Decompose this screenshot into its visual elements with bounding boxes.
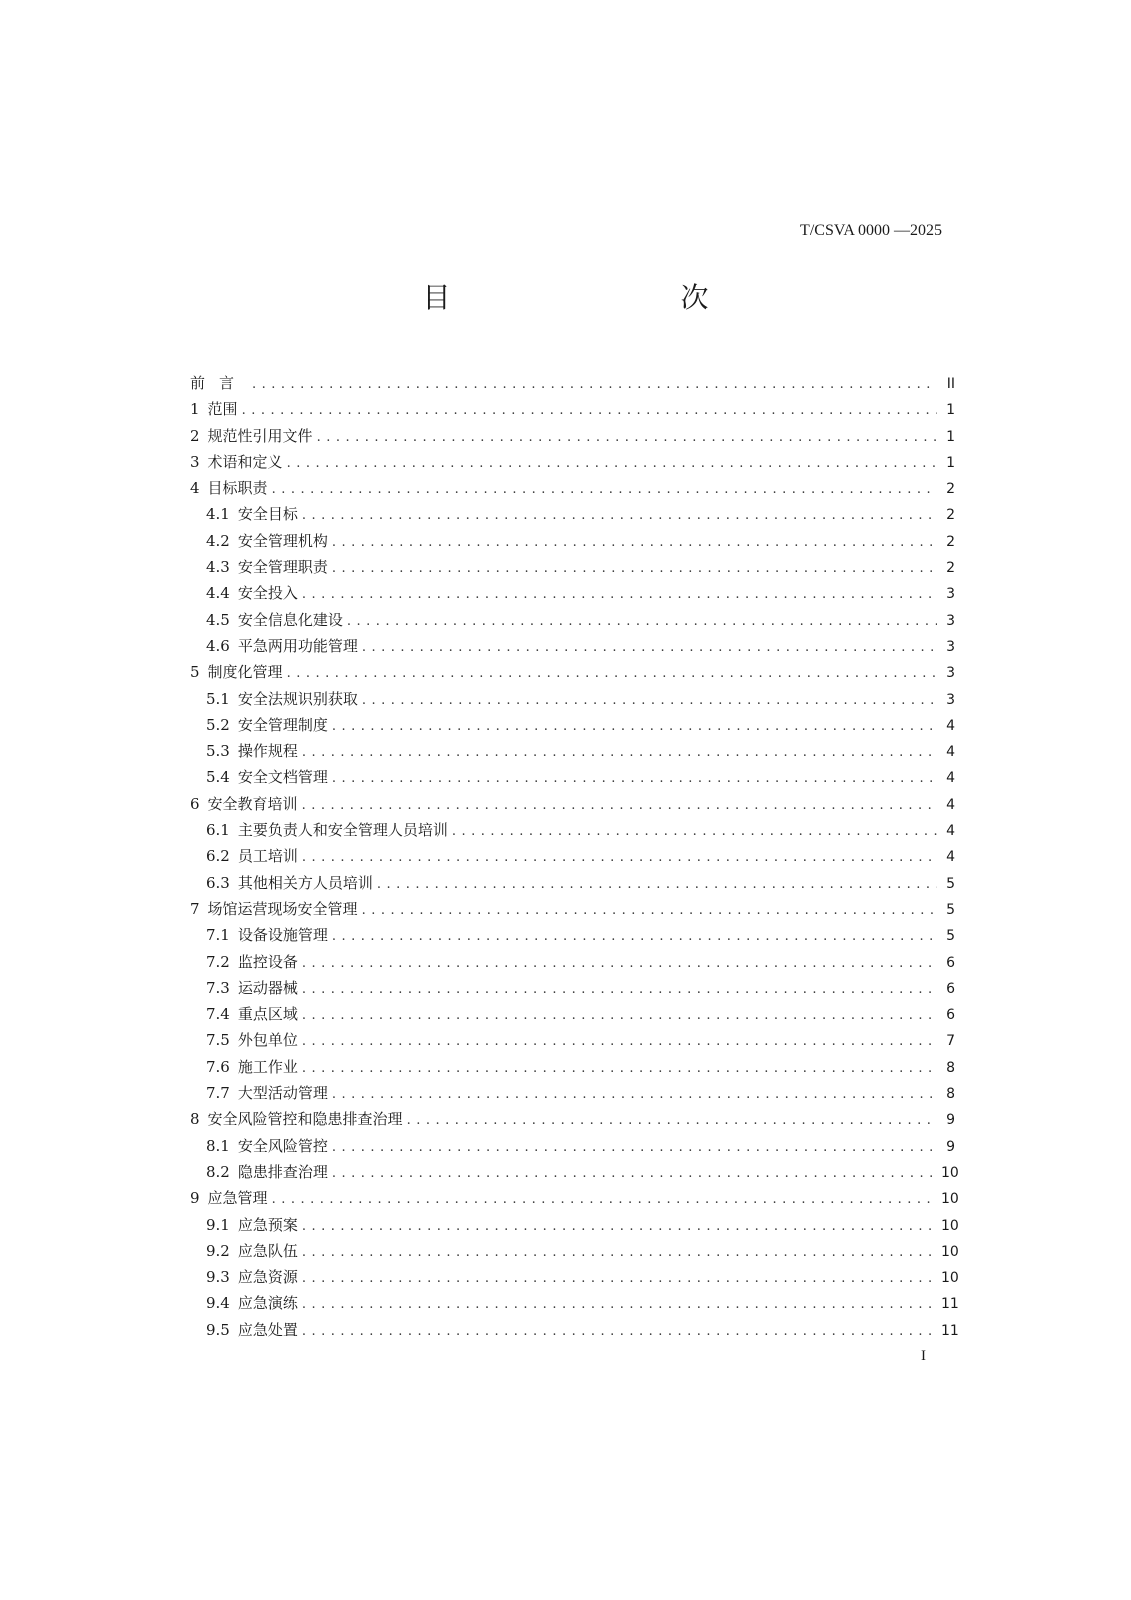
toc-entry-number: 6.3 xyxy=(206,873,230,892)
toc-entry-title: 制度化管理 xyxy=(207,663,283,682)
toc-entry-title: 运动器械 xyxy=(237,978,298,997)
toc-entry-title: 安全法规识别获取 xyxy=(237,689,358,708)
toc-entry-page: 11 xyxy=(941,1322,959,1339)
dot-leader xyxy=(242,398,937,424)
toc-entry-number: 7.2 xyxy=(206,952,230,971)
toc-entry-number: 5 xyxy=(190,663,200,682)
toc-entry-number: 2 xyxy=(190,426,200,445)
toc-entry-number: 5.1 xyxy=(206,689,230,708)
toc-entry-number: 9.5 xyxy=(206,1320,230,1339)
toc-entry-title: 规范性引用文件 xyxy=(207,426,313,445)
dot-leader xyxy=(332,1135,937,1161)
toc-entry-number: 9.1 xyxy=(206,1215,230,1234)
toc-entry-title: 安全管理职责 xyxy=(237,558,328,577)
toc-entry-title: 平急两用功能管理 xyxy=(237,636,358,655)
toc-entry-title: 隐患排查治理 xyxy=(237,1162,328,1181)
toc-entry[interactable] xyxy=(190,949,955,975)
toc-entry-number: 7 xyxy=(190,899,200,918)
toc-entry-page: 6 xyxy=(946,954,955,971)
dot-leader xyxy=(332,714,937,740)
toc-entry-page: 7 xyxy=(946,1033,955,1050)
toc-entry-number: 5.3 xyxy=(206,742,230,761)
toc-entry[interactable] xyxy=(190,843,955,869)
toc-entry-title: 大型活动管理 xyxy=(237,1084,328,1103)
toc-entry-page: 2 xyxy=(946,560,955,577)
toc-entry-number: 7.1 xyxy=(206,926,230,945)
dot-leader xyxy=(302,1266,937,1292)
toc-entry-number: 7.7 xyxy=(206,1084,230,1103)
toc-entry-title: 主要负责人和安全管理人员培训 xyxy=(237,821,448,840)
toc-entry-title: 安全管理制度 xyxy=(237,715,328,734)
toc-entry-page: II xyxy=(946,376,955,392)
toc-entry-number: 4.4 xyxy=(206,584,230,603)
toc-entry-title: 应急预案 xyxy=(237,1215,298,1234)
toc-entry-page: 8 xyxy=(946,1059,955,1076)
dot-leader xyxy=(302,951,937,977)
toc-entry-page: 1 xyxy=(946,454,955,471)
toc-entry-page: 4 xyxy=(946,823,955,840)
toc-entry-title: 设备设施管理 xyxy=(237,926,328,945)
toc-entry[interactable] xyxy=(190,738,955,764)
toc-entry-page: 3 xyxy=(946,612,955,629)
toc-entry[interactable] xyxy=(190,686,955,712)
toc-entry-number: 4.6 xyxy=(206,636,230,655)
toc-entry-title: 应急处置 xyxy=(237,1320,298,1339)
toc-entry-number: 8.2 xyxy=(206,1162,230,1181)
toc-entry-page: 2 xyxy=(946,507,955,524)
toc-entry-page: 2 xyxy=(946,481,955,498)
dot-leader xyxy=(332,766,937,792)
toc-entry[interactable] xyxy=(190,607,955,633)
toc-entry-number: 4.5 xyxy=(206,610,230,629)
dot-leader xyxy=(302,1056,937,1082)
toc-entry-page: 9 xyxy=(946,1138,955,1155)
toc-entry[interactable] xyxy=(190,791,955,817)
toc-entry-number: 6.2 xyxy=(206,847,230,866)
toc-entry[interactable] xyxy=(190,370,955,396)
toc-entry-page: 4 xyxy=(946,796,955,813)
toc-entry-page: 5 xyxy=(946,875,955,892)
toc-entry-title: 安全风险管控 xyxy=(237,1136,328,1155)
toc-entry[interactable] xyxy=(190,1264,959,1290)
dot-leader xyxy=(272,477,937,503)
toc-entry-number: 4.1 xyxy=(206,505,230,524)
toc-entry-page: 5 xyxy=(946,928,955,945)
toc-entry-number: 7.3 xyxy=(206,978,230,997)
toc-entry[interactable] xyxy=(190,423,955,449)
toc-entry[interactable] xyxy=(190,449,955,475)
table-of-contents xyxy=(190,370,959,1343)
toc-entry-title: 安全教育培训 xyxy=(207,794,298,813)
dot-leader xyxy=(362,688,937,714)
toc-entry-page: 3 xyxy=(946,638,955,655)
toc-entry[interactable] xyxy=(190,870,955,896)
dot-leader xyxy=(302,1003,937,1029)
toc-entry-page: 4 xyxy=(946,770,955,787)
toc-entry-title: 监控设备 xyxy=(237,952,298,971)
toc-entry-page: 10 xyxy=(941,1191,959,1208)
toc-entry-title: 外包单位 xyxy=(237,1031,298,1050)
toc-entry[interactable] xyxy=(190,975,955,1001)
toc-entry-number: 8 xyxy=(190,1110,200,1129)
toc-entry[interactable] xyxy=(190,633,955,659)
toc-entry-title: 场馆运营现场安全管理 xyxy=(207,899,358,918)
toc-entry-title: 前言 xyxy=(190,374,249,392)
toc-entry-number: 5.4 xyxy=(206,768,230,787)
toc-entry-title: 应急演练 xyxy=(237,1294,298,1313)
toc-entry-page: 4 xyxy=(946,744,955,761)
toc-entry[interactable] xyxy=(190,1133,955,1159)
toc-entry-number: 7.5 xyxy=(206,1031,230,1050)
page-number: I xyxy=(921,1348,926,1364)
toc-entry-page: 3 xyxy=(946,665,955,682)
dot-leader xyxy=(377,872,937,898)
toc-entry-title: 安全目标 xyxy=(237,505,298,524)
dot-leader xyxy=(332,556,937,582)
dot-leader xyxy=(272,1187,937,1213)
toc-entry-page: 1 xyxy=(946,428,955,445)
toc-entry-page: 10 xyxy=(941,1243,959,1260)
toc-entry-number: 9.4 xyxy=(206,1294,230,1313)
toc-entry-page: 5 xyxy=(946,901,955,918)
toc-entry-page: 2 xyxy=(946,533,955,550)
toc-entry[interactable] xyxy=(190,896,955,922)
toc-entry[interactable] xyxy=(190,1106,955,1132)
toc-entry-page: 3 xyxy=(946,691,955,708)
toc-entry[interactable] xyxy=(190,1027,955,1053)
toc-entry-number: 5.2 xyxy=(206,715,230,734)
toc-title: 目 次 xyxy=(422,281,767,314)
dot-leader xyxy=(317,425,937,451)
toc-entry-number: 4.2 xyxy=(206,531,230,550)
toc-entry-title: 安全管理机构 xyxy=(237,531,328,550)
toc-entry-title: 安全投入 xyxy=(237,584,298,603)
dot-leader xyxy=(302,503,937,529)
dot-leader xyxy=(302,845,937,871)
toc-entry-number: 9.2 xyxy=(206,1241,230,1260)
toc-entry[interactable] xyxy=(190,1290,959,1316)
toc-entry-number: 1 xyxy=(190,400,200,419)
toc-entry-title: 施工作业 xyxy=(237,1057,298,1076)
dot-leader xyxy=(302,793,937,819)
toc-entry[interactable] xyxy=(190,922,955,948)
toc-entry-number: 6.1 xyxy=(206,821,230,840)
dot-leader xyxy=(362,898,937,924)
toc-entry-title: 应急管理 xyxy=(207,1189,268,1208)
toc-entry[interactable] xyxy=(190,1317,959,1343)
toc-entry-number: 6 xyxy=(190,794,200,813)
toc-entry[interactable] xyxy=(190,1238,959,1264)
toc-entry-title: 其他相关方人员培训 xyxy=(237,873,373,892)
dot-leader xyxy=(252,372,937,398)
dot-leader xyxy=(347,609,937,635)
dot-leader xyxy=(302,1029,937,1055)
toc-entry-page: 4 xyxy=(946,849,955,866)
toc-entry-number: 7.4 xyxy=(206,1005,230,1024)
toc-entry[interactable] xyxy=(190,712,955,738)
dot-leader xyxy=(302,1292,937,1318)
toc-entry-number: 4 xyxy=(190,479,200,498)
toc-entry-page: 8 xyxy=(946,1086,955,1103)
toc-entry-number: 8.1 xyxy=(206,1136,230,1155)
dot-leader xyxy=(302,740,937,766)
toc-entry[interactable] xyxy=(190,1080,955,1106)
toc-entry[interactable] xyxy=(190,475,955,501)
dot-leader xyxy=(332,1082,937,1108)
document-code: T/CSVA 0000 —2025 xyxy=(800,222,942,239)
toc-entry-title: 范围 xyxy=(207,400,238,419)
toc-entry[interactable] xyxy=(190,396,955,422)
toc-entry-page: 6 xyxy=(946,1007,955,1024)
dot-leader xyxy=(407,1108,937,1134)
toc-entry-title: 安全文档管理 xyxy=(237,768,328,787)
toc-entry[interactable] xyxy=(190,1212,959,1238)
toc-entry-page: 10 xyxy=(941,1164,959,1181)
toc-entry-page: 3 xyxy=(946,586,955,603)
toc-entry-title: 目标职责 xyxy=(207,479,268,498)
dot-leader xyxy=(302,1319,937,1345)
dot-leader xyxy=(362,635,937,661)
toc-entry[interactable] xyxy=(190,817,955,843)
toc-entry-number: 9 xyxy=(190,1189,200,1208)
dot-leader xyxy=(332,530,937,556)
dot-leader xyxy=(332,1161,937,1187)
toc-entry-title: 安全风险管控和隐患排查治理 xyxy=(207,1110,403,1129)
toc-entry[interactable] xyxy=(190,554,955,580)
toc-entry[interactable] xyxy=(190,1185,959,1211)
toc-entry[interactable] xyxy=(190,1001,955,1027)
toc-entry[interactable] xyxy=(190,659,955,685)
toc-entry-page: 1 xyxy=(946,402,955,419)
toc-entry-number: 4.3 xyxy=(206,558,230,577)
toc-entry-page: 9 xyxy=(946,1112,955,1129)
toc-entry-page: 4 xyxy=(946,717,955,734)
toc-entry-number: 3 xyxy=(190,452,200,471)
toc-entry-title: 员工培训 xyxy=(237,847,298,866)
dot-leader xyxy=(452,819,937,845)
toc-entry-title: 应急资源 xyxy=(237,1268,298,1287)
dot-leader xyxy=(302,582,937,608)
toc-entry-title: 安全信息化建设 xyxy=(237,610,343,629)
toc-entry-page: 10 xyxy=(941,1270,959,1287)
toc-entry-page: 6 xyxy=(946,980,955,997)
toc-entry-title: 术语和定义 xyxy=(207,452,283,471)
toc-entry-page: 11 xyxy=(941,1296,959,1313)
toc-entry-title: 应急队伍 xyxy=(237,1241,298,1260)
dot-leader xyxy=(332,924,937,950)
dot-leader xyxy=(287,451,937,477)
toc-entry-page: 10 xyxy=(941,1217,959,1234)
toc-entry[interactable] xyxy=(190,764,955,790)
toc-entry-title: 重点区域 xyxy=(237,1005,298,1024)
toc-entry-number: 9.3 xyxy=(206,1268,230,1287)
dot-leader xyxy=(287,661,937,687)
dot-leader xyxy=(302,1240,937,1266)
dot-leader xyxy=(302,977,937,1003)
toc-entry[interactable] xyxy=(190,528,955,554)
toc-entry-title: 操作规程 xyxy=(237,742,298,761)
toc-entry[interactable] xyxy=(190,1054,955,1080)
toc-entry-number: 7.6 xyxy=(206,1057,230,1076)
toc-entry[interactable] xyxy=(190,1159,959,1185)
dot-leader xyxy=(302,1214,937,1240)
toc-entry[interactable] xyxy=(190,501,955,527)
toc-entry[interactable] xyxy=(190,580,955,606)
